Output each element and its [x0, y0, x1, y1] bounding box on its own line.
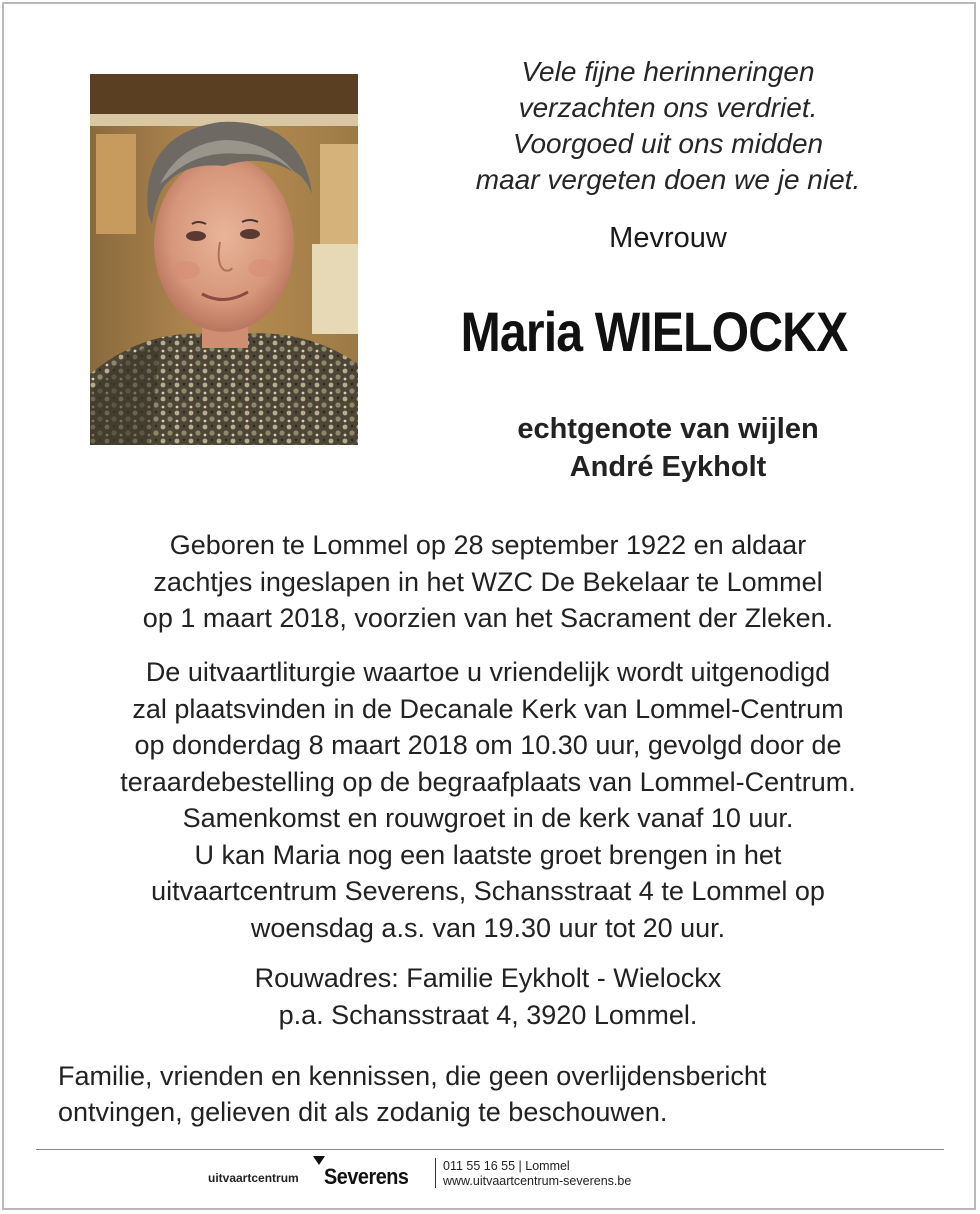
- text-line: uitvaartcentrum Severens, Schansstraat 4 te Lommel op: [151, 876, 825, 906]
- salutation: Mevrouw: [609, 222, 727, 254]
- website-link[interactable]: www.uitvaartcentrum-severens.be: [443, 1174, 632, 1188]
- phone-line: 011 55 16 55 | Lommel: [443, 1159, 570, 1173]
- spouse-name: André Eykholt: [569, 451, 767, 483]
- footer-divider: [36, 1149, 944, 1150]
- brand-prefix: uitvaartcentrum: [208, 1171, 299, 1185]
- text-line: Samenkomst en rouwgroet in de kerk vanaf 10 uur.: [182, 803, 794, 833]
- poem-line: verzachten ons verdriet.: [518, 92, 818, 123]
- footer: [208, 1156, 768, 1196]
- portrait-photo: [90, 74, 358, 445]
- text-line: Geboren te Lommel op 28 september 1922 en aldaar: [169, 530, 807, 560]
- memorial-poem: [418, 54, 918, 198]
- text-line: zachtjes ingeslapen in het WZC De Bekelaar te Lommel: [153, 566, 823, 597]
- contact-info: [443, 1159, 631, 1189]
- poem-line: Vele fijne herinneringen: [521, 56, 815, 87]
- text-line: U kan Maria nog een laatste groet brengen in het: [194, 839, 782, 870]
- funeral-paragraph: [40, 654, 936, 946]
- text-line: ontvingen, gelieven dit als zodanig te beschouwen.: [58, 1097, 668, 1127]
- text-line: p.a. Schansstraat 4, 3920 Lommel.: [278, 999, 698, 1030]
- text-line: zal plaatsvinden in de Decanale Kerk van Lommel-Centrum: [132, 693, 844, 724]
- birth-death-paragraph: [40, 527, 936, 637]
- text-line: op 1 maart 2018, voorzien van het Sacrament der Zleken.: [142, 603, 834, 633]
- text-line: teraardebestelling op de begraafplaats van Lommel-Centrum.: [120, 766, 856, 797]
- notice-paragraph: [58, 1058, 938, 1130]
- text-line: Familie, vrienden en kennissen, die geen overlijdensbericht: [58, 1061, 767, 1091]
- deceased-name: Maria WIELOCKX: [460, 300, 848, 363]
- poem-line: Voorgoed uit ons midden: [512, 128, 824, 159]
- text-line: op donderdag 8 maart 2018 om 10.30 uur, gevolgd door de: [134, 730, 842, 760]
- mourning-address: [40, 960, 936, 1033]
- text-line: De uitvaartliturgie waartoe u vriendelijk wordt uitgenodigd: [145, 657, 831, 687]
- poem-line: maar vergeten doen we je niet.: [475, 164, 861, 195]
- text-line: woensdag a.s. van 19.30 uur tot 20 uur.: [250, 912, 726, 943]
- text-line: Rouwadres: Familie Eykholt - Wielockx: [254, 963, 722, 993]
- spouse-info: [418, 410, 918, 486]
- brand-name: Severens: [324, 1164, 409, 1189]
- footer-separator: [435, 1158, 436, 1188]
- spouse-line: echtgenote van wijlen: [517, 413, 819, 445]
- portrait-image: [90, 74, 358, 445]
